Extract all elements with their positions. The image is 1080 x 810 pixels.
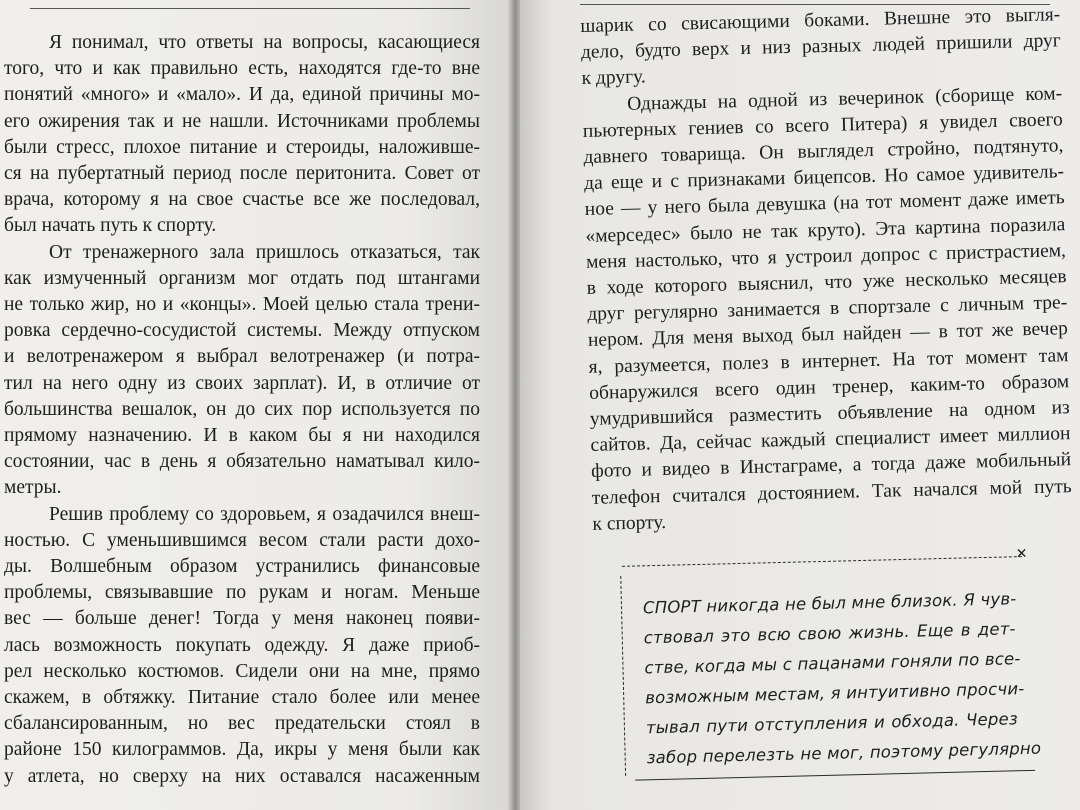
text-line: «мерседес» было не так круто). Эта картина поразила	[585, 213, 1066, 247]
text-line: прямому назначению. И в каком бы я ни находился	[4, 425, 480, 447]
text-line: ное — у него была девушка (на тот момент даже иметь	[584, 187, 1065, 221]
text-line: сбалансированным, но вес предательски стоял в	[4, 713, 480, 735]
text-line: пьютерных гениев со всего Питера) я увидел своего	[582, 109, 1063, 142]
text-line: его ожирения так и не нашли. Источниками проблемы	[4, 110, 480, 132]
text-line: к другу.	[581, 66, 647, 90]
text-line: врача, которому я на свое счастье все же последовал,	[4, 189, 480, 211]
text-line: как измученный организм мог отдать под штангами	[4, 267, 480, 289]
box-line: СПОРТ никогда не был мне близок. Я чув-	[642, 589, 1017, 618]
text-line: я, разумеется, полез в интернет. На тот момент там	[588, 344, 1069, 378]
box-line: стве, когда мы с пацанами гоняли по все-	[644, 649, 1021, 678]
text-line: давнего товарища. Он выглядел стройно, подтянуто,	[583, 135, 1064, 168]
box-line: ствовал это всю свою жизнь. Еще в дет-	[643, 619, 1016, 648]
text-line: метры.	[4, 477, 62, 499]
text-line: лась возможность покупать одежду. Я даже приоб-	[4, 634, 480, 656]
text-line: телефон считался достоянием. Так начался мой путь	[591, 475, 1072, 509]
text-line: того, что и как правильно есть, находятся где-то вне	[4, 58, 480, 80]
box-line: возможным местам, я интуитивно просчи-	[644, 679, 1025, 708]
left-page	[0, 0, 512, 810]
text-line: не только жир, но и «концы». Моей целью стала трени-	[4, 294, 480, 316]
text-line: и велотренажером я выбрал велотренажер (и потра-	[4, 346, 480, 368]
text-line: в ходе которого выяснил, что уже несколько месяцев	[586, 266, 1067, 299]
box-left-border	[620, 576, 626, 776]
text-line: шарик со свисающими боками. Внешне это выгля-	[580, 4, 1061, 37]
text-line: был начать путь к спорту.	[4, 215, 217, 237]
text-line: проблемы, связывавшие по рукам и ногам. Меньше	[4, 582, 480, 604]
text-line: умудрившийся разместить объявление на одном из	[589, 397, 1071, 430]
text-line: ностью. С уменьшившимся весом стали расти дохо-	[4, 529, 480, 551]
box-top-border	[622, 556, 1022, 567]
text-line: рел несколько костюмов. Сидели они на мне, прямо	[4, 660, 480, 682]
text-line: понятий «много» и «мало». И да, единой причины мо-	[4, 84, 480, 106]
text-line: Однажды на одной из вечеринок (сборище ком-	[626, 82, 1063, 115]
text-line: сайтов. Да, сейчас каждый специалист имеет миллион	[590, 423, 1071, 457]
text-line: состоянии, час в день я обязательно наматывал кило-	[4, 451, 480, 473]
left-page-text	[4, 30, 480, 790]
right-page	[520, 0, 1080, 810]
text-line: фото и видео в Инстаграме, а тогда даже мобильный	[590, 449, 1072, 483]
right-page-text	[580, 2, 1073, 538]
text-line: скажем, в обтяжку. Питание стало более или менее	[4, 687, 480, 709]
text-line: вес — больше денег! Тогда у меня наконец появи-	[4, 608, 480, 630]
text-line: были стресс, плохое питание и стероиды, наложивше-	[4, 136, 480, 158]
text-line: у атлета, но сверху на них оставался насаженным	[4, 765, 480, 787]
text-line: районе 150 килограммов. Да, икры у меня были как	[4, 739, 480, 761]
text-line: ды. Волшебным образом устранились финансовые	[4, 556, 480, 578]
text-line: Я понимал, что ответы на вопросы, касающиеся	[49, 32, 480, 53]
sidebar-note-box	[616, 545, 1042, 788]
text-line: обнаружился всего один тренер, каким-то образом	[589, 371, 1070, 404]
text-line: ровка сердечно-сосудистой системы. Между отпуском	[4, 320, 480, 342]
text-line: Решив проблему со здоровьем, я озадачился внеш-	[49, 503, 480, 525]
text-line: нером. Для меня выход был найден — в тот же вечер	[587, 318, 1069, 352]
header-rule	[30, 8, 470, 9]
text-line: да еще и с признаками бицепсов. Но самое удивитель-	[583, 161, 1065, 195]
text-line: дело, будто верх и низ разных людей пришили друг	[580, 30, 1062, 64]
text-line: ся на пубертатный период после перитонита. Совет от	[4, 163, 480, 185]
box-line: забор перелезть не мог, поэтому регулярно	[646, 738, 1042, 768]
text-line: тил на него одну из своих зарплат). И, в отличие от	[4, 372, 480, 394]
text-line: друг регулярно занимается в спортзале с личным тре-	[587, 292, 1068, 326]
box-line: тывал пути отступления и обхода. Через	[645, 709, 1019, 738]
text-line: к спорту.	[592, 511, 667, 535]
text-line: От тренажерного зала пришлось отказаться, так	[49, 241, 480, 263]
sidebar-note-text	[642, 584, 1042, 773]
text-line: меня настолько, что я устроил допрос с пристрастием,	[585, 240, 1067, 273]
box-corner-mark: ✕	[1015, 545, 1028, 563]
text-line: большинства вешалок, он до сих пор используется по	[4, 398, 480, 420]
